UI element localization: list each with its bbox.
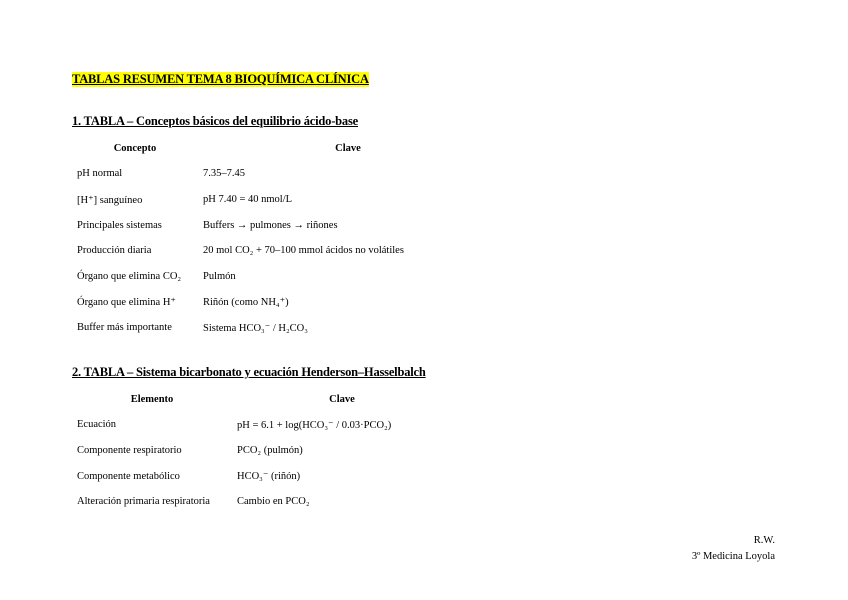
table-cell-concept: Producción diaria [77, 245, 152, 257]
table-row [72, 315, 498, 341]
table-row [72, 438, 452, 464]
table-row [72, 187, 498, 213]
table-cell-key: Buffers → pulmones → riñones [203, 219, 338, 231]
author-course: 3º Medicina Loyola [691, 551, 775, 562]
table-bicarbonate-system [72, 386, 452, 515]
table-cell-concept: Principales sistemas [77, 219, 162, 231]
table-row [72, 289, 498, 315]
table-row [72, 238, 498, 264]
table-cell-element: Componente respiratorio [77, 445, 182, 457]
column-header-clave: Clave [335, 142, 361, 154]
table-cell-key: Cambio en PCO₂ [237, 496, 310, 508]
table-header-row [72, 135, 498, 161]
table-cell-concept: [H⁺] sanguíneo [77, 194, 143, 206]
table-row [72, 264, 498, 290]
table-acid-base-concepts [72, 135, 498, 341]
column-header-concepto: Concepto [113, 142, 157, 154]
table-cell-key: pH 7.40 = 40 nmol/L [203, 194, 293, 206]
table-cell-element: Componente metabólico [77, 470, 180, 482]
section-2-title: 2. TABLA – Sistema bicarbonato y ecuación Henderson–Hasselbalch [72, 365, 426, 379]
table-cell-key: 20 mol CO₂ + 70–100 mmol ácidos no volátiles [203, 245, 404, 257]
table-cell-key: Pulmón [203, 271, 236, 283]
document-title: TABLAS RESUMEN TEMA 8 BIOQUÍMICA CLÍNICA [72, 72, 369, 86]
column-header-clave: Clave [329, 393, 355, 405]
table-cell-key: pH = 6.1 + log(HCO₃⁻ / 0.03·PCO₂) [237, 419, 392, 431]
author-signature [692, 533, 775, 565]
table-row [72, 489, 452, 515]
section-1-title: 1. TABLA – Conceptos básicos del equilibrio ácido-base [72, 114, 358, 128]
table-row [72, 412, 452, 438]
table-cell-element: Alteración primaria respiratoria [77, 496, 210, 508]
table-row [72, 463, 452, 489]
table-row [72, 212, 498, 238]
table-cell-element: Ecuación [77, 419, 117, 431]
table-cell-concept: Órgano que elimina CO₂ [77, 271, 182, 283]
table-cell-concept: pH normal [77, 168, 123, 180]
column-header-elemento: Elemento [130, 393, 174, 405]
author-initials: R.W. [753, 535, 775, 546]
table-cell-concept: Órgano que elimina H⁺ [77, 297, 176, 309]
table-cell-key: Riñón (como NH₄⁺) [203, 297, 289, 309]
table-cell-concept: Buffer más importante [77, 322, 172, 334]
table-cell-key: PCO₂ (pulmón) [237, 445, 303, 457]
table-cell-key: 7.35–7.45 [203, 168, 245, 180]
table-row [72, 161, 498, 187]
table-header-row [72, 386, 452, 412]
table-cell-key: Sistema HCO₃⁻ / H₂CO₃ [203, 322, 308, 334]
table-cell-key: HCO₃⁻ (riñón) [237, 471, 301, 483]
